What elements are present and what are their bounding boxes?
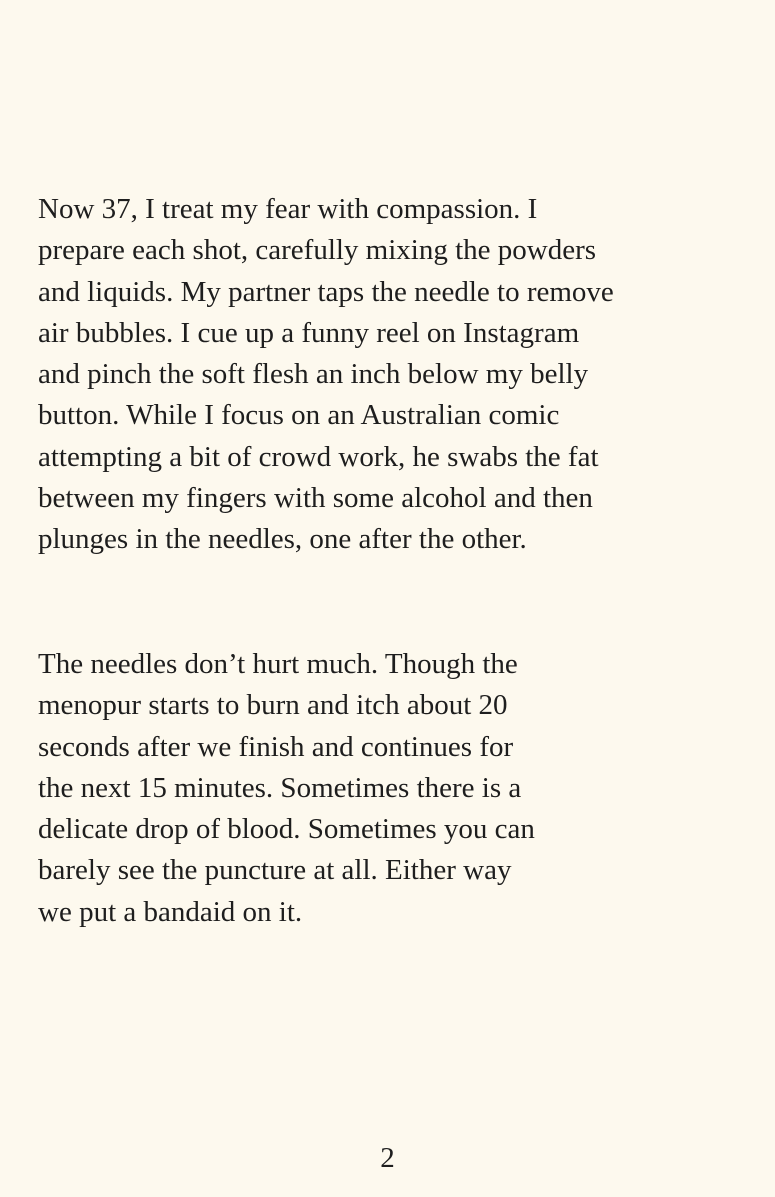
text-line: The needles don’t hurt much. Though the [38,648,518,680]
text-line: we put a bandaid on it. [38,895,303,928]
text-line: prepare each shot, carefully mixing the powders [38,234,597,267]
text-line: attempting a bit of crowd work, he swabs the fat [38,440,599,473]
text-line: and liquids. My partner taps the needle to remove [38,275,614,308]
text-line: the next 15 minutes. Sometimes there is a [38,771,522,804]
text-line: plunges in the needles, one after the other. [38,523,527,556]
page-number: 2 [380,1142,395,1174]
text-line: seconds after we finish and continues for [38,730,514,763]
text-line: Now 37, I treat my fear with compassion. I [38,193,538,225]
paragraph-fear-compassion [38,189,614,561]
text-line: menopur starts to burn and itch about 20 [38,689,508,722]
text-line: and pinch the soft flesh an inch below my belly [38,358,589,391]
paragraph-needles [38,644,535,933]
text-line: button. While I focus on an Australian comic [38,399,560,432]
text-line: between my fingers with some alcohol and then [38,482,593,515]
text-line: barely see the puncture at all. Either way [38,854,512,887]
text-line: air bubbles. I cue up a funny reel on Instagram [38,316,580,349]
text-line: delicate drop of blood. Sometimes you can [38,813,535,846]
